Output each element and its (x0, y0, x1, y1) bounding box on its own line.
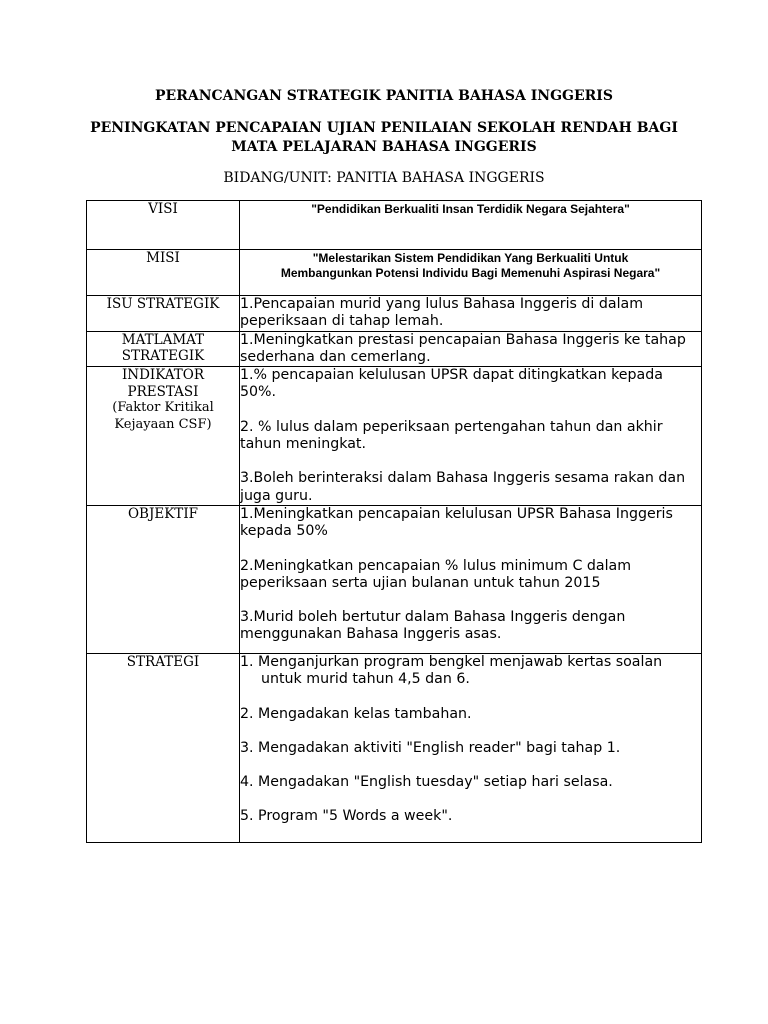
document-subtitle (0, 119, 768, 157)
value-indikator-prestasi (240, 367, 702, 506)
row-isu-strategik (87, 296, 702, 332)
spacer (240, 453, 701, 470)
objektif-item-2: 2.Meningkatkan pencapaian % lulus minimum C dalam peperiksaan serta ujian bulanan untuk tahun 2015 (240, 557, 632, 591)
label-visi: VISI (87, 201, 240, 250)
value-matlamat-strategik: 1.Meningkatkan prestasi pencapaian Bahasa Inggeris ke tahap sederhana dan cemerlang. (240, 331, 702, 367)
spacer (240, 723, 701, 740)
strategi-item-2: 2. Mengadakan kelas tambahan. (240, 705, 472, 722)
unit-heading: BIDANG/UNIT: PANITIA BAHASA INGGERIS (223, 170, 545, 186)
subtitle-line-2: MATA PELAJARAN BAHASA INGGERIS (231, 139, 537, 155)
indikator-label-line-4: Kejayaan CSF) (114, 416, 212, 432)
row-visi (87, 201, 702, 250)
indikator-label-line-1: INDIKATOR (121, 367, 205, 384)
spacer (240, 402, 701, 419)
indikator-item-3: 3.Boleh berinteraksi dalam Bahasa Inggeris sesama rakan dan juga guru. (240, 470, 686, 504)
spacer (240, 757, 701, 774)
value-isu-strategik: 1.Pencapaian murid yang lulus Bahasa Inggeris di dalam peperiksaan di tahap lemah. (240, 296, 702, 332)
indikator-item-2: 2. % lulus dalam peperiksaan pertengahan tahun dan akhir tahun meningkat. (240, 418, 663, 453)
row-indikator-prestasi (87, 367, 702, 506)
subtitle-line-1: PENINGKATAN PENCAPAIAN UJIAN PENILAIAN SEKOLAH RENDAH BAGI (90, 120, 678, 136)
indikator-label-line-3: (Faktor Kritikal (112, 400, 214, 416)
row-matlamat-strategik (87, 331, 702, 367)
strategi-item-1: 1. Menganjurkan program bengkel menjawab kertas soalan (240, 653, 663, 670)
value-visi: "Pendidikan Berkualiti Insan Terdidik Negara Sejahtera" (240, 201, 702, 250)
label-isu-strategik: ISU STRATEGIK (87, 296, 240, 332)
strategi-item-4: 4. Mengadakan "English tuesday" setiap hari selasa. (240, 774, 613, 791)
label-matlamat-strategik (87, 331, 240, 367)
spacer (240, 791, 701, 808)
indikator-item-1: 1.% pencapaian kelulusan UPSR dapat ditingkatkan kepada 50%. (240, 367, 663, 401)
strategi-item-3: 3. Mengadakan aktiviti "English reader" bagi tahap 1. (240, 739, 621, 756)
row-misi (87, 250, 702, 296)
row-objektif (87, 505, 702, 653)
label-misi: MISI (87, 250, 240, 296)
spacer (240, 592, 701, 609)
document-title: PERANCANGAN STRATEGIK PANITIA BAHASA INGGERIS (155, 88, 613, 104)
row-strategi (87, 653, 702, 842)
objektif-item-3: 3.Murid boleh bertutur dalam Bahasa Inggeris dengan menggunakan Bahasa Inggeris asas. (240, 609, 626, 643)
misi-line-1: "Melestarikan Sistem Pendidikan Yang Berkualiti Untuk (312, 251, 629, 265)
indikator-label-line-2: PRESTASI (127, 383, 199, 400)
value-strategi (240, 653, 702, 842)
matlamat-label-line-1: MATLAMAT (121, 331, 205, 348)
label-strategi: STRATEGI (87, 653, 240, 842)
spacer (240, 541, 701, 558)
value-misi (240, 250, 702, 296)
value-objektif (240, 505, 702, 653)
label-indikator-prestasi (87, 367, 240, 506)
matlamat-label-line-2: STRATEGIK (121, 348, 205, 365)
objektif-item-1: 1.Meningkatkan pencapaian kelulusan UPSR Bahasa Inggeris kepada 50% (240, 505, 673, 540)
strategi-item-1-continued: untuk murid tahun 4,5 dan 6. (261, 671, 470, 688)
strategic-plan-table (86, 200, 702, 843)
misi-line-2: Membangunkan Potensi Individu Bagi Memenuhi Aspirasi Negara" (280, 265, 661, 280)
strategi-item-5: 5. Program "5 Words a week". (240, 808, 453, 825)
label-objektif: OBJEKTIF (87, 505, 240, 653)
spacer (240, 689, 701, 706)
